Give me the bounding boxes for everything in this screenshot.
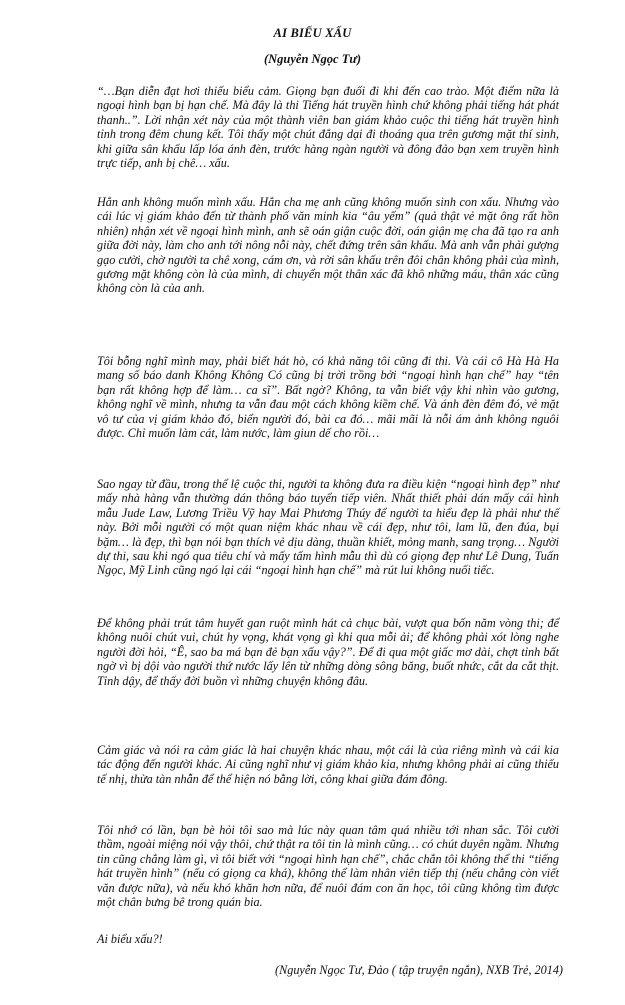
document-title: AI BIẾU XẤU [273, 26, 352, 40]
paragraph-2: Hẳn anh không muốn mình xấu. Hẳn cha mẹ anh cũng không muốn sinh con xấu. Nhưng vào cái lúc vị giám khảo đến từ thành phố văn minh kia “âu yếm” (quả thật vẻ mặt ông rất hồn nhiên) nhận xét về ngoại hình mình, anh sẽ oán giận cuộc đời, oán giận mẹ cha đã tạo ra anh giữa đời này, làm cho anh tới nông nỗi này, chết đứng trên sân khấu. Mà anh vẫn phải gượng gạo cười, chờ người ta chê xong, cám ơn, và rời sân khấu trên đôi chân không phải của mình, gương mặt không còn là của mình, di chuyển một thân xác đã khô những máu, thân xác cũng không còn là của anh. [97, 195, 559, 296]
closing-line: Ai biểu xấu?! [97, 932, 163, 946]
paragraph-1: “…Bạn diễn đạt hơi thiếu biểu cảm. Giọng bạn đuối đi khi đến cao trào. Một điểm nữa là ngoại hình bạn bị hạn chế. Mà đây là thi Tiếng hát truyền hình chứ không phải tiếng hát phát thanh..”. Lời nhận xét này của một thành viên ban giám khảo cuộc thi tiếng hát truyền hình tỉnh trong đêm chung kết. Tôi thấy một chút đắng dại đi thoáng qua trên gương mặt thí sinh, khi giữa sân khấu lấp lóa ánh đèn, trước hàng ngàn người và đông đảo bạn xem truyền hình trực tiếp, anh bị chê… xấu. [97, 84, 559, 171]
paragraph-5: Để không phải trút tâm huyết gan ruột mình hát cả chục bài, vượt qua bốn năm vòng thi; để không nuôi chút vui, chút hy vọng, khát vọng gì khi qua mỗi ải; để không phải xót lòng nghe người đời hỏi, “Ê, sao ba má bạn đẻ bạn xấu vậy?”. Để đi qua một giấc mơ dài, chợt tỉnh bất ngờ vì bị dội vào người thứ nước lấy lên từ những dòng sông băng, buốt nhức, cắt da cắt thịt. Tỉnh dậy, để thấy đời buồn vì những chuyện không đâu. [97, 616, 559, 688]
paragraph-6: Cảm giác và nói ra cảm giác là hai chuyện khác nhau, một cái là của riêng mình và cái kia tác động đến người khác. Ai cũng nghĩ như vị giám khảo kia, nhưng không phải ai cũng thiếu tế nhị, thừa tàn nhẫn để thể hiện nó bằng lời, công khai giữa đám đông. [97, 743, 559, 786]
paragraph-7: Tôi nhớ có lần, bạn bè hỏi tôi sao mà lúc này quan tâm quá nhiều tới nhan sắc. Tôi cười thầm, ngoài miệng nói vậy thôi, chứ thật ra tôi tin là mình cũng… có chút duyên ngầm. Nhưng tin cũng chẳng làm gì, vì tôi biết với “ngoại hình hạn chế”, chắc chắn tôi không thể thi “tiếng hát truyền hình” (nếu có giọng ca khá), không thể làm nhân viên tiếp thị (nếu chẳng còn viết văn được nữa), và nếu khó khăn hơn nữa, để nuôi đám con ăn học, tôi cũng không tìm được một chân bưng bê trong quán bia. [97, 823, 559, 910]
source-citation: (Nguyễn Ngọc Tư, Đảo ( tập truyện ngắn), NXB Trẻ, 2014) [275, 963, 563, 977]
paragraph-4: Sao ngay từ đầu, trong thể lệ cuộc thi, người ta không đưa ra điều kiện “ngoại hình đẹp” như mấy nhà hàng vẫn thường dán thông báo tuyển tiếp viên. Nhất thiết phải dán mấy cái hình mẫu Jude Law, Lương Triều Vỹ hay Mai Phương Thúy để người ta hiểu đẹp là phải như thế này. Bởi mỗi người có một quan niệm khác nhau về cái đẹp, như tôi, lam lũ, đen đúa, bụi bặm… là đẹp, thì bạn nói bạn thích vẻ dịu dàng, thuần khiết, mỏng manh, sang trọng… Người dự thi, sau khi ngó qua tiêu chí và mấy tấm hình mẫu thì dù có giọng đẹp như Lê Dung, Tuấn Ngọc, Mỹ Linh cũng ngó lại cái “ngoại hình hạn chế” mà rút lui không nuối tiếc. [97, 477, 559, 578]
document-author: (Nguyễn Ngọc Tư) [263, 52, 362, 66]
paragraph-3: Tôi bỗng nghĩ mình may, phải biết hát hò, có khả năng tôi cũng đi thi. Và cái cô Hà Hà Ha mang số báo danh Không Không Có cũng bị trời trồng bởi “ngoại hình hạn chế” hay “tên bạn rất không hợp để làm… ca sĩ”. Bất ngờ? Không, ta vẫn biết vậy khi nhìn vào gương, không nghĩ về mình, nhưng ta vẫn đau một cách không kiềm chế. Và ánh đèn đêm đó, vẻ mặt vô tư của vị giám khảo đó, biển người đó, bài ca đó… mãi mãi là nỗi ám ảnh không nguôi được. Chỉ muốn làm cát, làm nước, làm giun dế cho rồi… [97, 354, 559, 441]
